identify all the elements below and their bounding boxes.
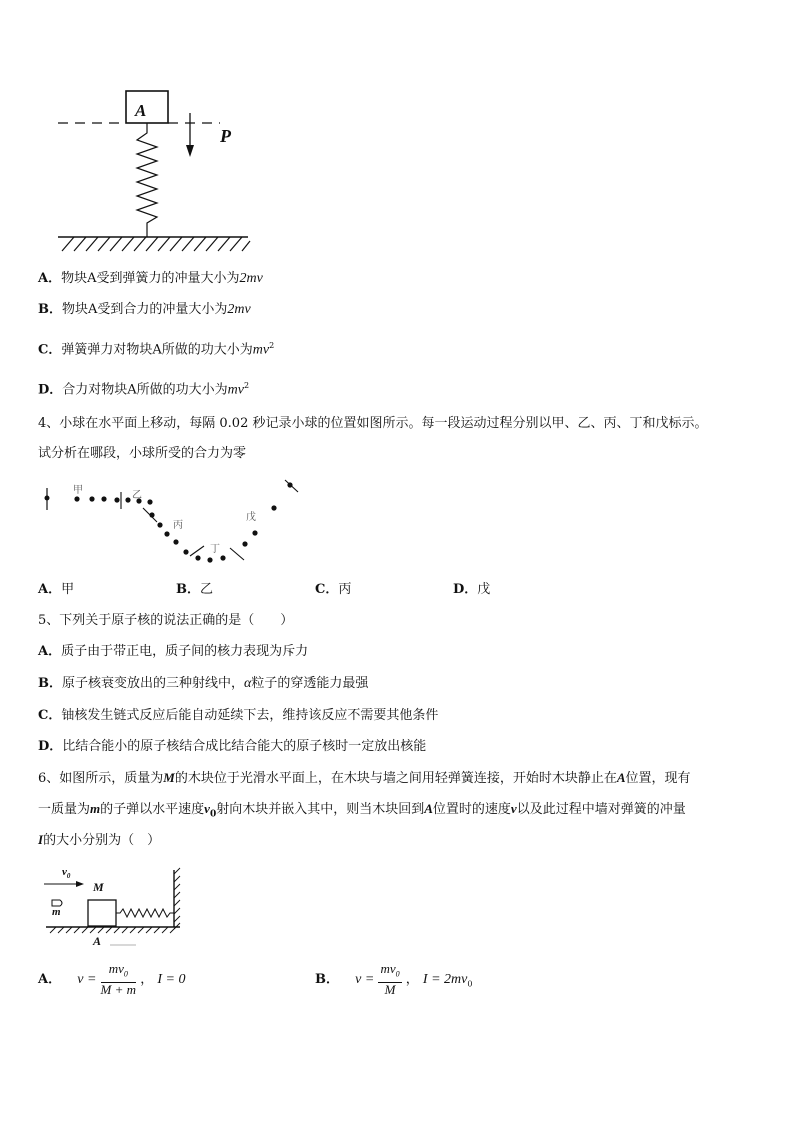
q4-option-b: B．乙 xyxy=(176,582,214,597)
q4-option-d: D．戊 xyxy=(453,582,491,597)
q3-option-c: C．弹簧弹力对物块A所做的功大小为$mv^2$ xyxy=(38,341,275,358)
q3-option-a: A．物块A受到弹簧力的冲量大小为2mv xyxy=(38,271,263,286)
segment-label-yi: 乙 xyxy=(132,490,142,501)
q5-stem: 5、下列关于原子核的说法正确的是（ ） xyxy=(38,613,294,628)
q6-option-a: A． v = $\frac{mv_0}{M + m}$ ， I = 0 xyxy=(38,961,186,997)
fig-label-A: A xyxy=(93,934,102,948)
spring xyxy=(116,909,174,917)
q3-option-d: D．合力对物块A所做的功大小为$mv^2$ xyxy=(38,381,250,398)
fig-label-M: M xyxy=(93,880,104,894)
spring xyxy=(137,123,157,237)
block-a xyxy=(126,91,168,123)
segment-label-jia: 甲 xyxy=(73,485,83,496)
q6-stem-line3: I的大小分别为（ ） xyxy=(38,832,161,848)
q5-option-c: C．铀核发生链式反应后能自动延续下去，维持该反应不需要其他条件 xyxy=(38,708,439,723)
q5-option-b: B．原子核衰变放出的三种射线中，α粒子的穿透能力最强 xyxy=(38,676,369,691)
q4-option-c: C．丙 xyxy=(315,582,352,597)
arrow-label: P xyxy=(220,126,231,146)
fig-label-v0: $v_0$ xyxy=(62,866,71,881)
q5-option-d: D．比结合能小的原子核结合成比结合能大的原子核时一定放出核能 xyxy=(38,739,427,754)
q3-option-b: B．物块A受到合力的冲量大小为2mv xyxy=(38,302,251,317)
segment-label-ding: 丁 xyxy=(210,544,220,555)
fig-label-m: m xyxy=(52,906,61,918)
block-label: A xyxy=(135,101,147,120)
q6-stem-line2: 一质量为m的子弹以水平速度$v_0$射向木块并嵌入其中，则当木块回到A位置时的速度v以及此过程中墙对弹簧的冲量 xyxy=(38,801,686,820)
q4-option-a: A．甲 xyxy=(38,582,75,597)
block-m xyxy=(88,900,116,926)
q5-option-a: A．质子由于带正电，质子间的核力表现为斥力 xyxy=(38,644,309,659)
segment-label-bing: 丙 xyxy=(173,520,183,531)
segment-label-wu: 戊 xyxy=(246,512,256,523)
q4-stem-line2: 试分析在哪段，小球所受的合力为零 xyxy=(38,446,247,461)
q6-option-b: B． v = $\frac{mv_0}{M}$ ， $I = 2mv_0$ xyxy=(315,961,473,997)
spring-block-figure xyxy=(40,85,300,255)
q4-stem-line1: 4、小球在水平面上移动，每隔 0.02 秒记录小球的位置如图所示。每一段运动过程分别以甲、乙、丙、丁和戊标示。 xyxy=(38,416,708,431)
q6-stem-line1: 6、如图所示，质量为M的木块位于光滑水平面上，在木块与墙之间用轻弹簧连接，开始时木块静止在A位置，现有 xyxy=(38,770,691,786)
